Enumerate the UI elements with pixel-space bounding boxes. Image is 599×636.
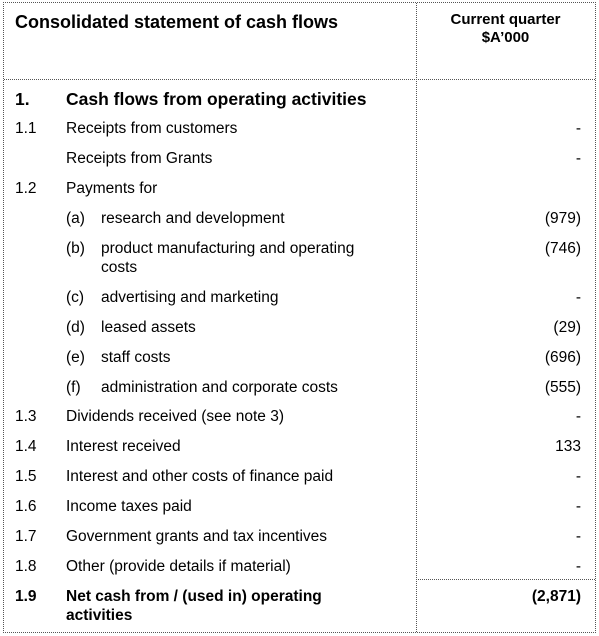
row-letter: (f) — [66, 379, 81, 396]
row-label: Government grants and tax incentives — [66, 528, 328, 545]
row-label: administration and corporate costs — [101, 379, 338, 396]
row-label: staff costs — [101, 349, 171, 366]
row-value: (2,871) — [531, 588, 581, 605]
section-number: 1. — [15, 89, 30, 109]
row-label: Other (provide details if material) — [66, 558, 291, 575]
row-value: - — [575, 558, 581, 575]
row-number: 1.1 — [15, 120, 37, 137]
row-value: - — [575, 498, 581, 515]
row-value: - — [575, 150, 581, 167]
row-label: product manufacturing and operating costs — [101, 240, 355, 276]
row-letter: (a) — [66, 210, 85, 227]
row-letter: (c) — [66, 289, 85, 306]
row-label: Receipts from customers — [66, 120, 238, 137]
row-letter: (b) — [66, 240, 85, 257]
row-number: 1.7 — [15, 528, 37, 545]
column-header — [416, 11, 595, 47]
column-divider — [416, 3, 417, 632]
total-divider — [416, 579, 595, 580]
row-number: 1.4 — [15, 438, 37, 455]
row-value: - — [575, 528, 581, 545]
row-label: Dividends received (see note 3) — [66, 408, 284, 425]
row-value: - — [575, 289, 581, 306]
cash-flow-statement-table — [3, 2, 596, 633]
row-number: 1.6 — [15, 498, 37, 515]
row-value: (696) — [544, 349, 581, 366]
row-value: 133 — [555, 438, 581, 455]
row-value: (979) — [544, 210, 581, 227]
row-value: (555) — [544, 379, 581, 396]
row-number: 1.2 — [15, 180, 37, 197]
row-value: - — [575, 468, 581, 485]
row-value: - — [575, 120, 581, 137]
row-label: Income taxes paid — [66, 498, 192, 515]
row-label: Interest received — [66, 438, 181, 455]
row-value: - — [575, 408, 581, 425]
row-number: 1.8 — [15, 558, 37, 575]
row-value: (746) — [544, 240, 581, 257]
section-title: Cash flows from operating activities — [66, 89, 367, 109]
row-label: research and development — [101, 210, 285, 227]
header-divider — [4, 79, 595, 80]
row-number: 1.9 — [15, 588, 37, 605]
row-label: Payments for — [66, 180, 158, 197]
row-number: 1.3 — [15, 408, 37, 425]
row-label: leased assets — [101, 319, 196, 336]
column-header-line2: $A’000 — [481, 29, 530, 46]
statement-title: Consolidated statement of cash flows — [15, 12, 339, 32]
row-label: Receipts from Grants — [66, 150, 213, 167]
row-label: Net cash from / (used in) operating activities — [66, 588, 322, 624]
row-number: 1.5 — [15, 468, 37, 485]
row-letter: (d) — [66, 319, 85, 336]
row-label: Interest and other costs of finance paid — [66, 468, 334, 485]
row-letter: (e) — [66, 349, 85, 366]
row-value: (29) — [553, 319, 581, 336]
column-header-line1: Current quarter — [450, 11, 561, 28]
row-label: advertising and marketing — [101, 289, 279, 306]
